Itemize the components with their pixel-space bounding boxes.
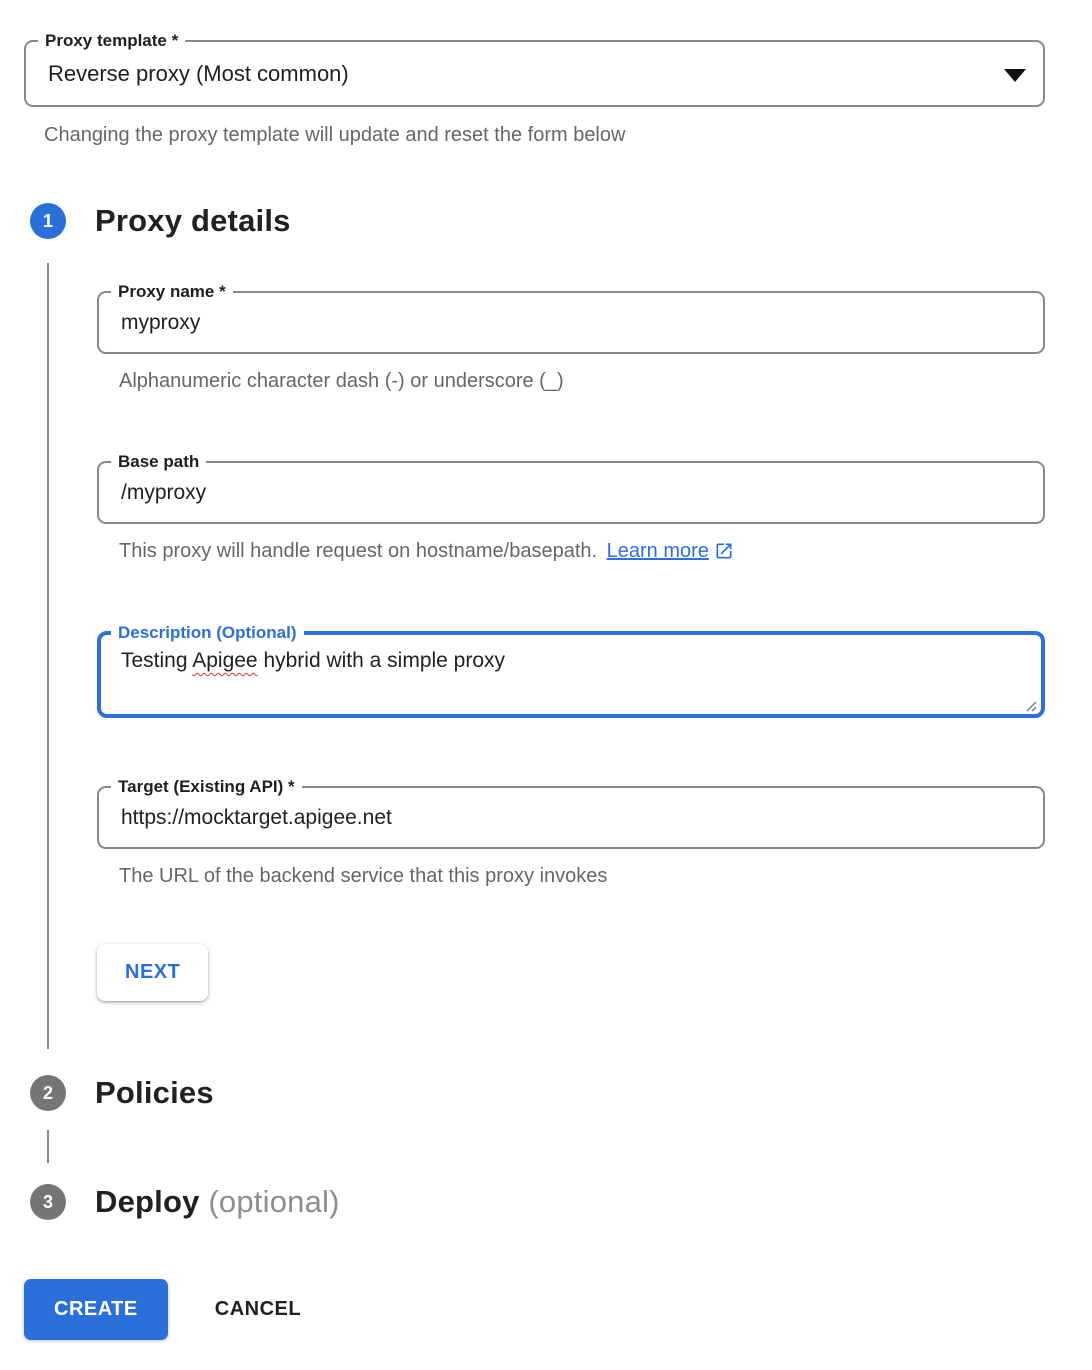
step-3-title-text: Deploy	[95, 1184, 200, 1219]
dropdown-caret-icon	[1004, 69, 1026, 82]
step-2-circle: 2	[30, 1075, 66, 1111]
proxy-name-helper: Alphanumeric character dash (-) or underscore (_)	[119, 370, 564, 392]
step-1-title: Proxy details	[95, 203, 291, 238]
target-field	[97, 777, 1045, 849]
base-path-field	[97, 452, 1045, 524]
description-text-after: hybrid with a simple proxy	[257, 649, 506, 672]
proxy-template-helper: Changing the proxy template will update and reset the form below	[44, 124, 626, 146]
open-in-new-icon	[714, 541, 734, 561]
create-button[interactable]: CREATE	[24, 1279, 168, 1340]
step-2-title: Policies	[95, 1075, 214, 1110]
proxy-name-label: Proxy name *	[111, 281, 233, 303]
description-input[interactable]	[101, 635, 1041, 714]
step-2-header	[30, 1075, 1092, 1111]
base-path-input[interactable]	[99, 463, 1043, 522]
step-3-title	[95, 1184, 340, 1220]
proxy-template-label: Proxy template *	[38, 30, 185, 52]
target-group	[97, 777, 1045, 888]
resize-grip-icon[interactable]	[1023, 698, 1037, 712]
cancel-button[interactable]: CANCEL	[215, 1279, 301, 1340]
step-1-header	[30, 203, 1092, 239]
learn-more-link[interactable]	[607, 539, 734, 563]
step-3-title-suffix: (optional)	[208, 1184, 340, 1219]
proxy-template-select[interactable]	[24, 31, 1045, 107]
base-path-group	[97, 452, 1045, 563]
step-3-circle: 3	[30, 1184, 66, 1220]
target-helper: The URL of the backend service that this proxy invokes	[119, 865, 608, 887]
proxy-name-group	[97, 282, 1045, 393]
form-actions	[24, 1279, 1092, 1340]
target-label: Target (Existing API) *	[111, 776, 302, 798]
base-path-helper-text: This proxy will handle request on hostname/basepath.	[119, 540, 598, 562]
description-text-before: Testing	[121, 649, 193, 672]
proxy-template-block	[24, 31, 1045, 147]
description-misspelled-word: Apigee	[192, 649, 258, 672]
stepper-connector-line	[47, 1130, 49, 1163]
base-path-helper	[97, 539, 1045, 563]
description-field	[97, 623, 1045, 718]
proxy-template-value: Reverse proxy (Most common)	[48, 61, 349, 86]
proxy-name-input[interactable]	[99, 293, 1043, 352]
next-button[interactable]: NEXT	[97, 944, 208, 1001]
learn-more-label: Learn more	[606, 540, 709, 562]
base-path-label: Base path	[111, 451, 206, 473]
description-group	[97, 623, 1045, 718]
step-1-circle: 1	[30, 203, 66, 239]
step-3-header	[30, 1184, 1092, 1220]
step-1-body	[47, 263, 1045, 1049]
proxy-name-field	[97, 282, 1045, 354]
description-label: Description (Optional)	[111, 622, 304, 644]
